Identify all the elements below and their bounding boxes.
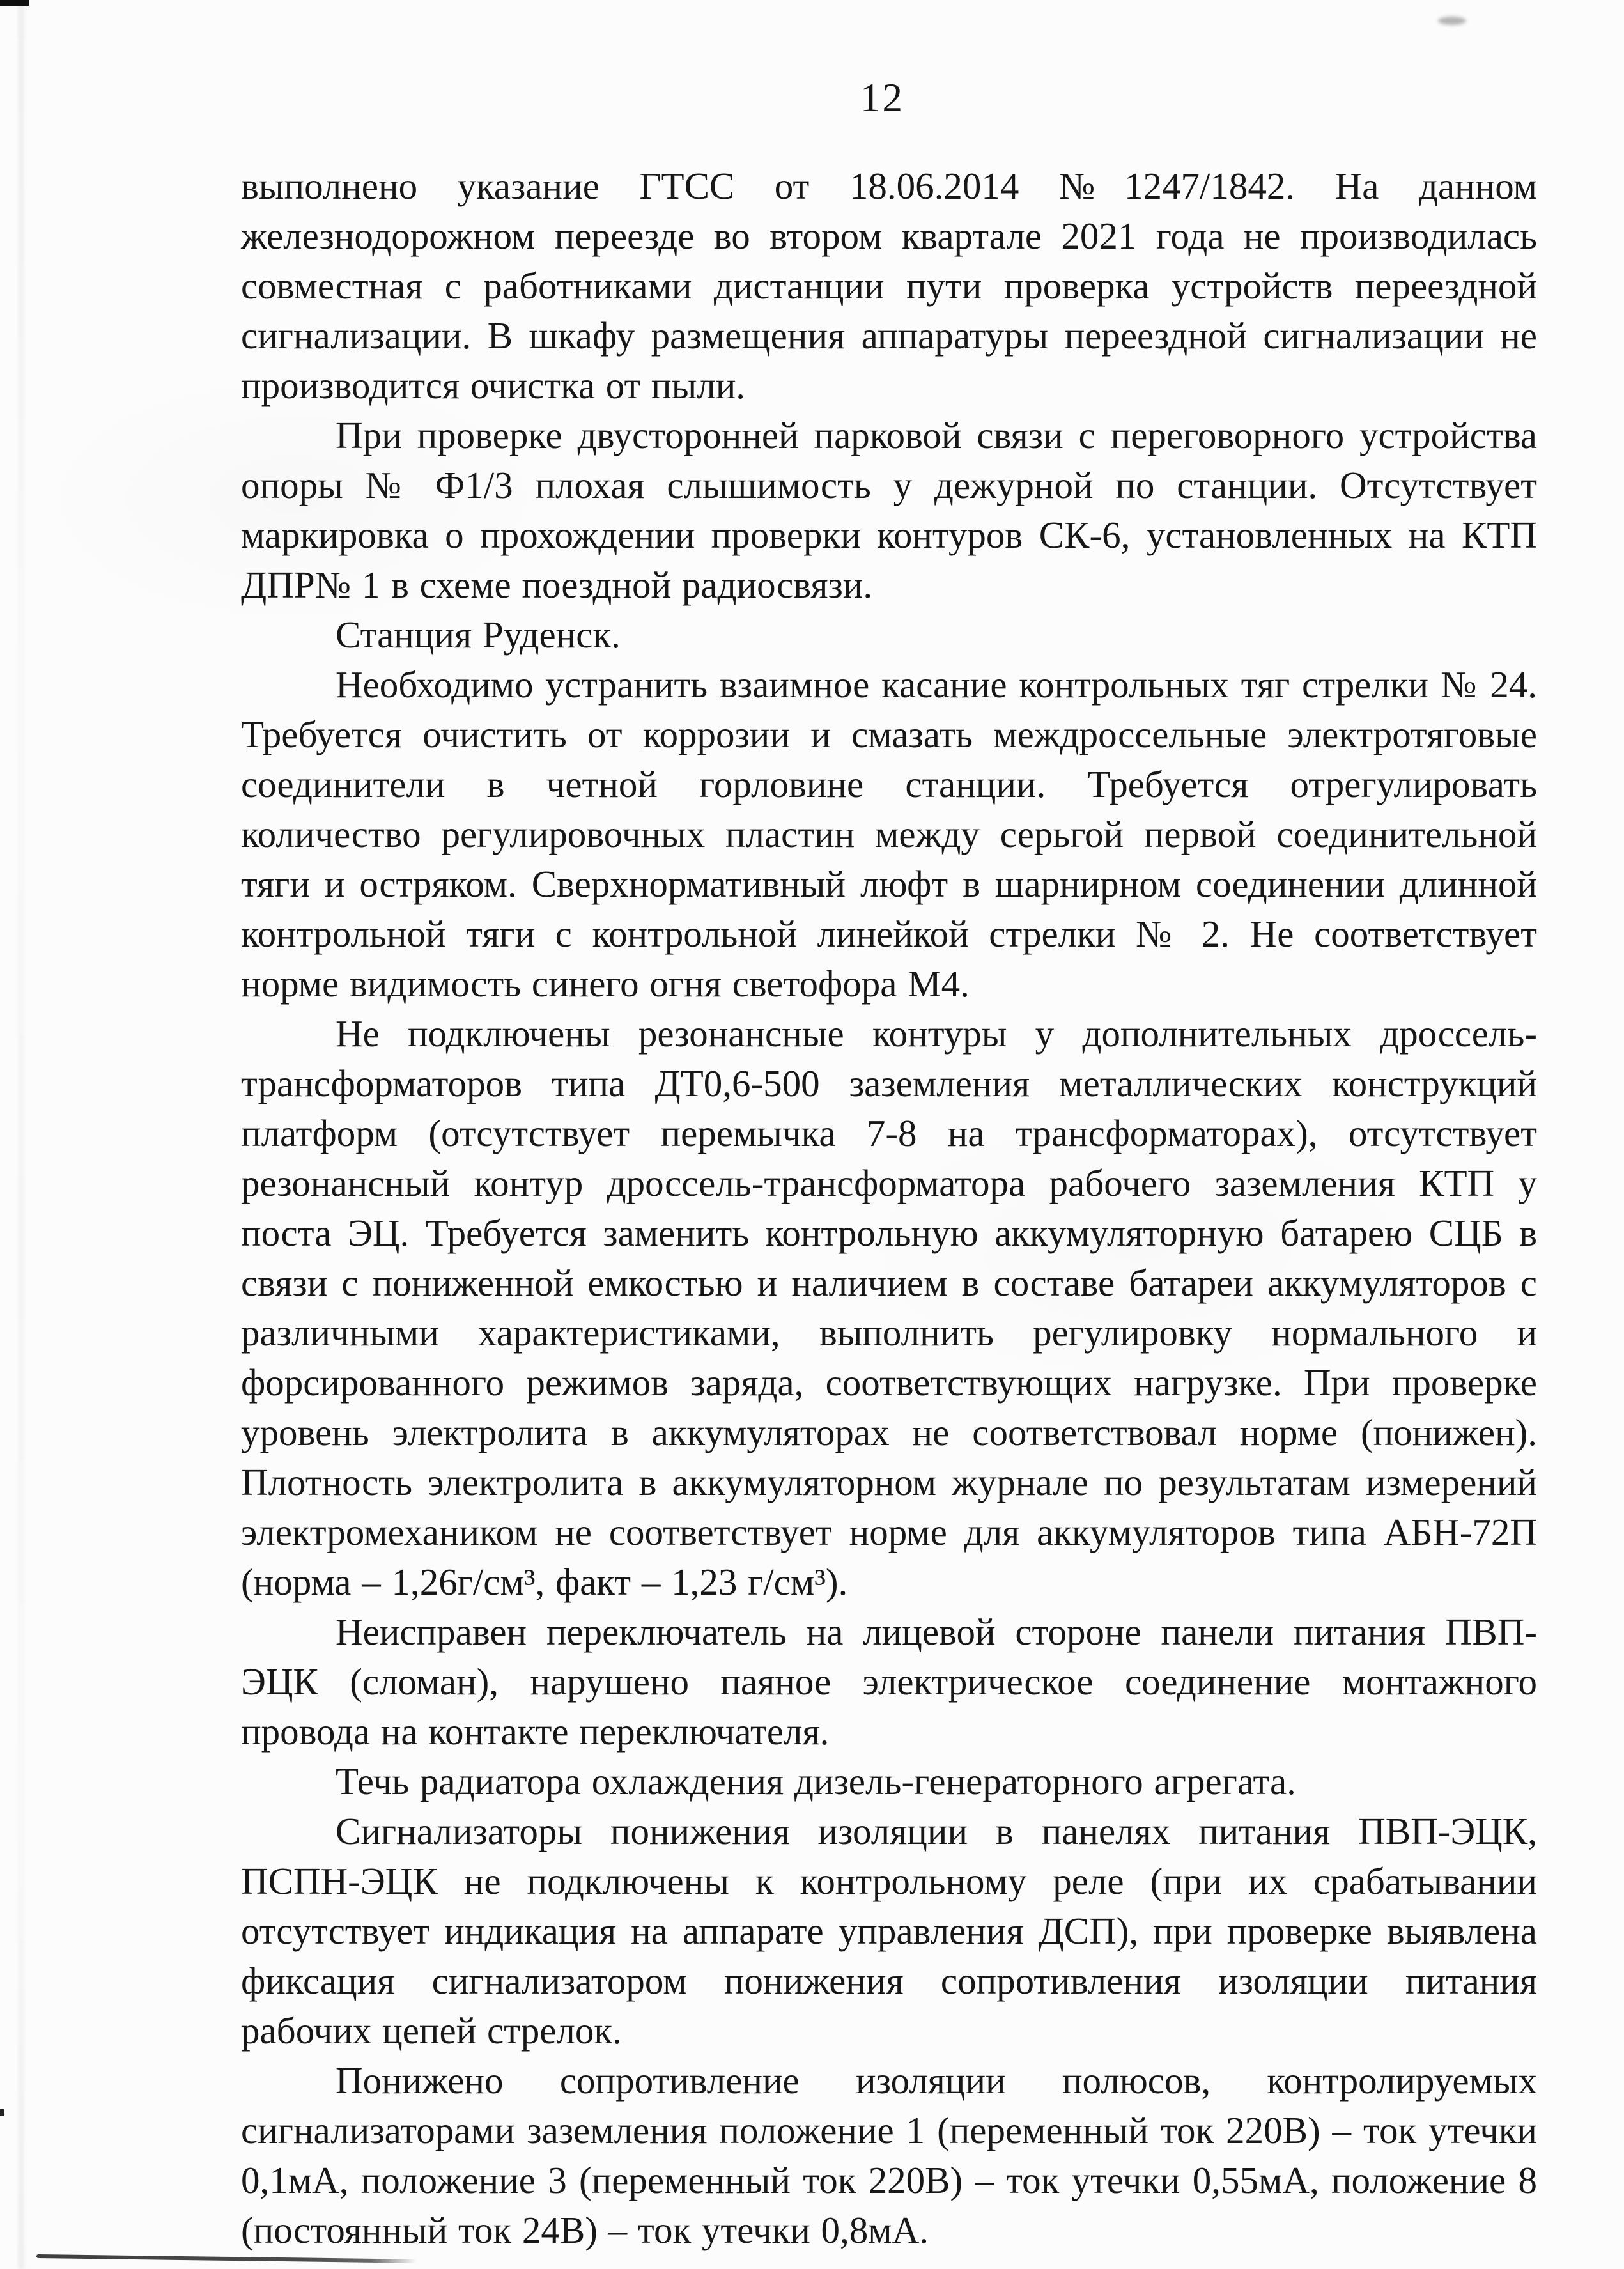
- document-text-block: [241, 161, 1537, 2255]
- scan-artifact-left-edge: [0, 2109, 4, 2116]
- paragraph: Сигнализаторы понижения изоляции в панелях питания ПВП-ЭЦК, ПСПН-ЭЦК не подключены к контрольному реле (при их срабатывании отсутствует индикация на аппарате управления ДСП), при проверке выявлена фиксация сигнализатором понижения сопротивления изоляции питания рабочих цепей стрелок.: [241, 1810, 1537, 2052]
- page-number: 12: [860, 75, 904, 120]
- paragraph: Станция Руденск.: [336, 614, 621, 656]
- scan-artifact-top-right: [1438, 17, 1466, 25]
- paragraph: Неисправен переключатель на лицевой стороне панели питания ПВП-ЭЦК (сломан), нарушено паяное электрическое соединение монтажного провода на контакте переключателя.: [241, 1611, 1537, 1753]
- paragraph: Необходимо устранить взаимное касание контрольных тяг стрелки № 24. Требуется очистить от коррозии и смазать междроссельные электротяговые соединители в четной горловине станции. Требуется отрегулировать количество регулировочных пластин между серьгой первой соединительной тяги и остряком. Сверхнормативный люфт в шарнирном соединении длинной контрольной тяги с контрольной линейкой стрелки № 2. Не соответствует норме видимость синего огня светофора М4.: [241, 663, 1537, 1005]
- paragraph: Не подключены резонансные контуры у дополнительных дроссель-трансформаторов типа ДТ0,6-500 заземления металлических конструкций платформ (отсутствует перемычка 7-8 на трансформаторах), отсутствует резонансный контур дроссель-трансформатора рабочего заземления КТП у поста ЭЦ. Требуется заменить контрольную аккумуляторную батарею СЦБ в связи с пониженной емкостью и наличием в составе батареи аккумуляторов с различными характеристиками, выполнить регулировку нормального и форсированного режимов заряда, соответствующих нагрузке. При проверке уровень электролита в аккумуляторах не соответствовал норме (понижен). Плотность электролита в аккумуляторном журнале по результатам измерений электромехаником не соответствует норме для аккумуляторов типа АБН-72П (норма – 1,26г/см³, факт – 1,23 г/см³).: [241, 1012, 1537, 1603]
- paragraph: выполнено указание ГТСС от 18.06.2014 №1247/1842. На данном железнодорожном переезде во втором квартале 2021 года не производилась совместная с работниками дистанции пути проверка устройств переездной сигнализации. В шкафу размещения аппаратуры переездной сигнализации не производится очистка от пыли.: [241, 165, 1537, 407]
- paragraph: Течь радиатора охлаждения дизель-генераторного агрегата.: [336, 1760, 1296, 1802]
- scan-streak-left-edge: [18, 0, 24, 2269]
- paragraph: При проверке двусторонней парковой связи с переговорного устройства опоры № Ф1/3 плохая слышимость у дежурной по станции. Отсутствует маркировка о прохождении проверки контуров СК-6, установленных на КТП ДПР№ 1 в схеме поездной радиосвязи.: [241, 414, 1537, 606]
- scan-edge-line-bottom: [36, 2254, 417, 2263]
- scan-artifact-top-left: [0, 0, 29, 6]
- paragraph: Понижено сопротивление изоляции полюсов, контролируемых сигнализаторами заземления положение 1 (переменный ток 220В) – ток утечки 0,1мА, положение 3 (переменный ток 220В) – ток утечки 0,55мА, положение 8 (постоянный ток 24В) – ток утечки 0,8мА.: [241, 2059, 1537, 2251]
